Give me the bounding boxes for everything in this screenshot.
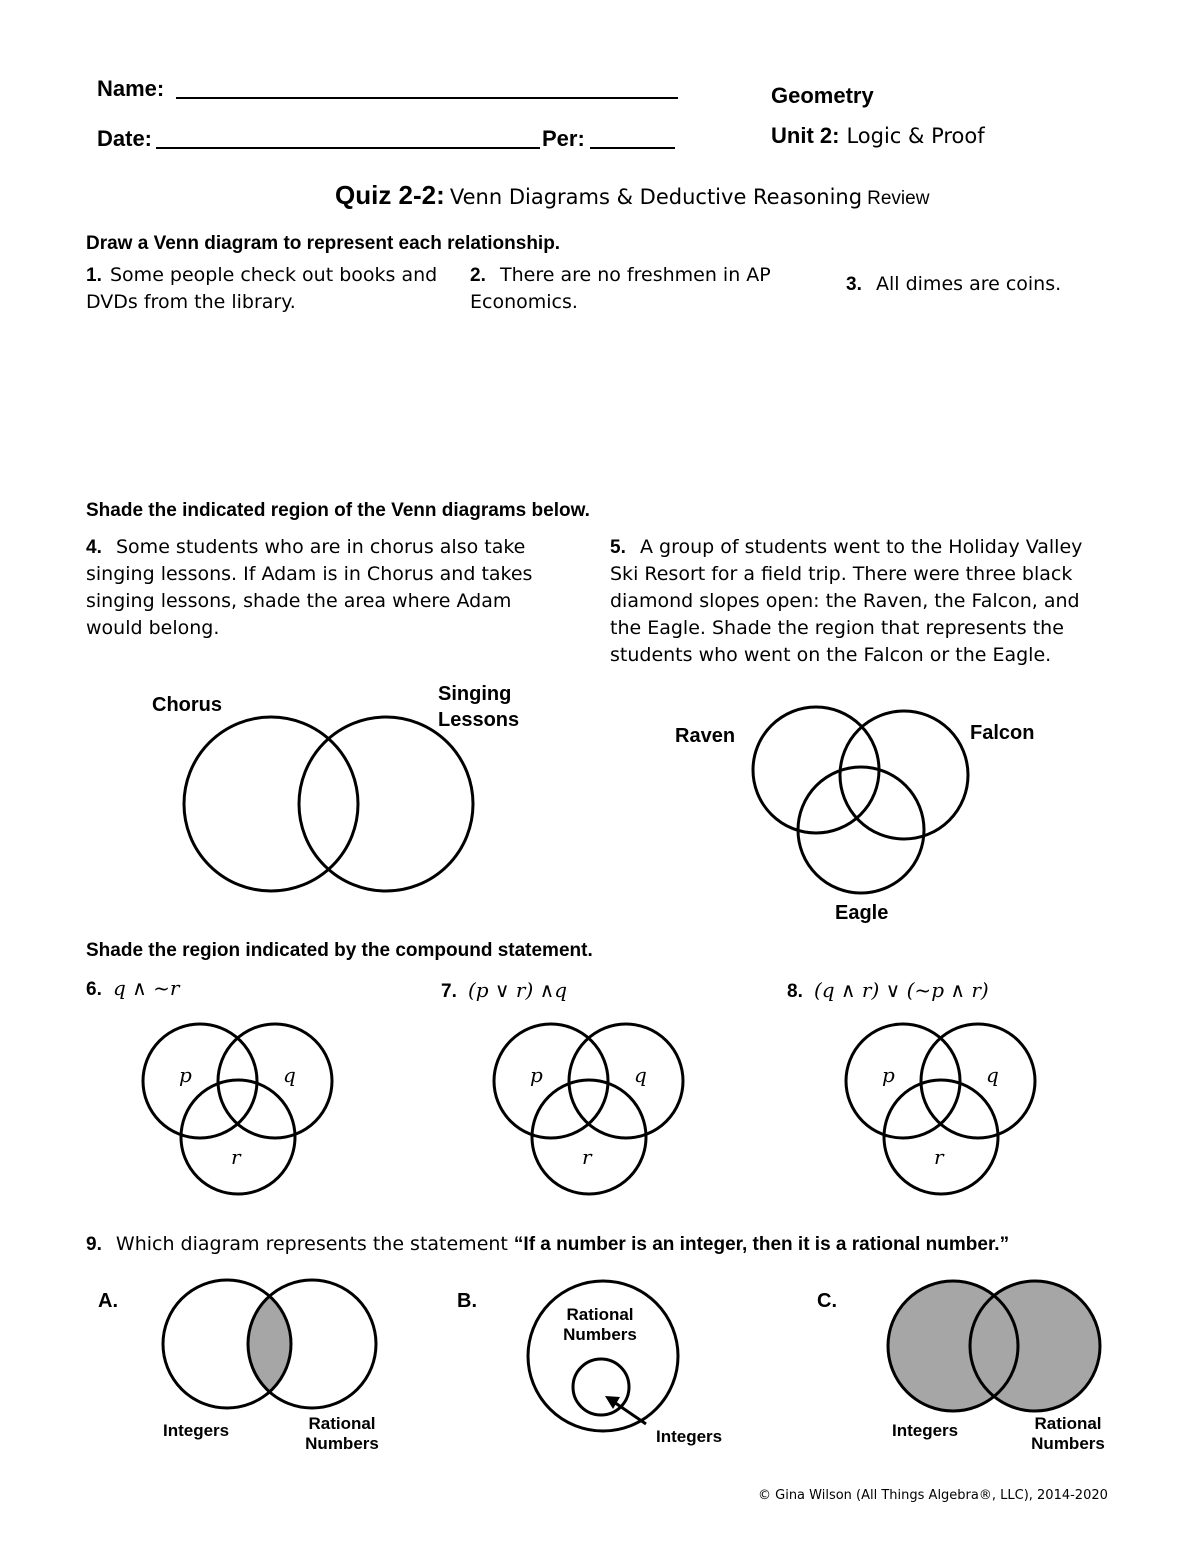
q1-number: 1. [86, 265, 102, 286]
unit-name: Logic & Proof [846, 124, 985, 148]
q4-number: 4. [86, 537, 102, 558]
q9-number: 9. [86, 1234, 102, 1255]
period-label: Per: [542, 126, 585, 151]
q4-text: Some students who are in chorus also take singing lessons. If Adam is in Chorus and takes singing lessons, shade the area where Adam would belong. [86, 536, 533, 639]
q3-text: All dimes are coins. [876, 273, 1062, 295]
q1-text: Some people check out books and DVDs from the library. [86, 264, 438, 313]
quiz-number: Quiz 2-2: [335, 180, 445, 210]
q6-number: 6. [86, 979, 102, 1000]
copyright: © Gina Wilson (All Things Algebra®, LLC), 2014-2020 [758, 1488, 1108, 1503]
option-b-rational-line2: Numbers [563, 1325, 637, 1344]
chorus-label: Chorus [152, 694, 222, 716]
name-label: Name: [97, 76, 165, 101]
section-compound-heading: Shade the region indicated by the compound statement. [86, 940, 593, 961]
q3-number: 3. [846, 274, 862, 295]
lessons-label: Lessons [438, 709, 520, 731]
q7-label-r: r [582, 1145, 592, 1169]
option-c-rational-line2: Numbers [1031, 1434, 1105, 1453]
q7-expression: (p ∨ r) ∧q [467, 978, 568, 1002]
section-draw-heading: Draw a Venn diagram to represent each relationship. [86, 233, 561, 254]
q8-label-p: p [882, 1063, 895, 1087]
unit-number: Unit 2: [771, 123, 840, 148]
option-b-rational-line1: Rational [566, 1305, 634, 1324]
q8-label-q: q [986, 1063, 999, 1087]
q9-text: Which diagram represents the statement [115, 1233, 514, 1255]
q5-text: A group of students went to the Holiday Valley Ski Resort for a field trip. There were three black diamond slopes open: the Raven, the Falcon, and the Eagle. Shade the region that represents the students who went on the Falcon or the Eagle. [610, 536, 1083, 666]
q2-text: There are no freshmen in AP Economics. [470, 264, 771, 313]
q5-number: 5. [610, 537, 626, 558]
q7-label-p: p [530, 1063, 543, 1087]
q6-label-p: p [179, 1063, 192, 1087]
date-label: Date: [97, 126, 153, 151]
option-c-rational-label [1028, 1414, 1108, 1454]
eagle-label: Eagle [835, 902, 889, 924]
q7-number: 7. [441, 981, 457, 1002]
raven-label: Raven [675, 725, 736, 747]
q8-number: 8. [787, 981, 803, 1002]
option-a-integers-label: Integers [163, 1421, 230, 1440]
option-a-rational-line2: Numbers [305, 1434, 379, 1453]
option-c-rational-line1: Rational [1034, 1414, 1102, 1433]
quiz-review: Review [867, 188, 930, 209]
quiz-topic: Venn Diagrams & Deductive Reasoning [449, 185, 863, 209]
q8-label-r: r [934, 1145, 944, 1169]
section-shade-heading: Shade the indicated region of the Venn diagrams below. [86, 500, 590, 521]
q6-label-r: r [231, 1145, 241, 1169]
option-b-integers-label: Integers [656, 1427, 723, 1446]
option-b-label[interactable]: B. [457, 1290, 477, 1312]
q6-label-q: q [283, 1063, 296, 1087]
option-a-rational-line1: Rational [308, 1414, 376, 1433]
q7-label-q: q [634, 1063, 647, 1087]
singing-label: Singing [438, 683, 512, 705]
option-c-label[interactable]: C. [817, 1290, 837, 1312]
q2-number: 2. [470, 265, 486, 286]
q9-quote: “If a number is an integer, then it is a rational number.” [513, 1234, 1010, 1255]
q6-expression: q ∧ ~r [112, 976, 180, 1000]
course-title: Geometry [771, 83, 874, 108]
q8-expression: (q ∧ r) ∨ (~p ∧ r) [813, 978, 989, 1002]
falcon-label: Falcon [970, 722, 1035, 744]
option-a-label[interactable]: A. [98, 1290, 118, 1312]
option-c-integers-label: Integers [892, 1421, 959, 1440]
